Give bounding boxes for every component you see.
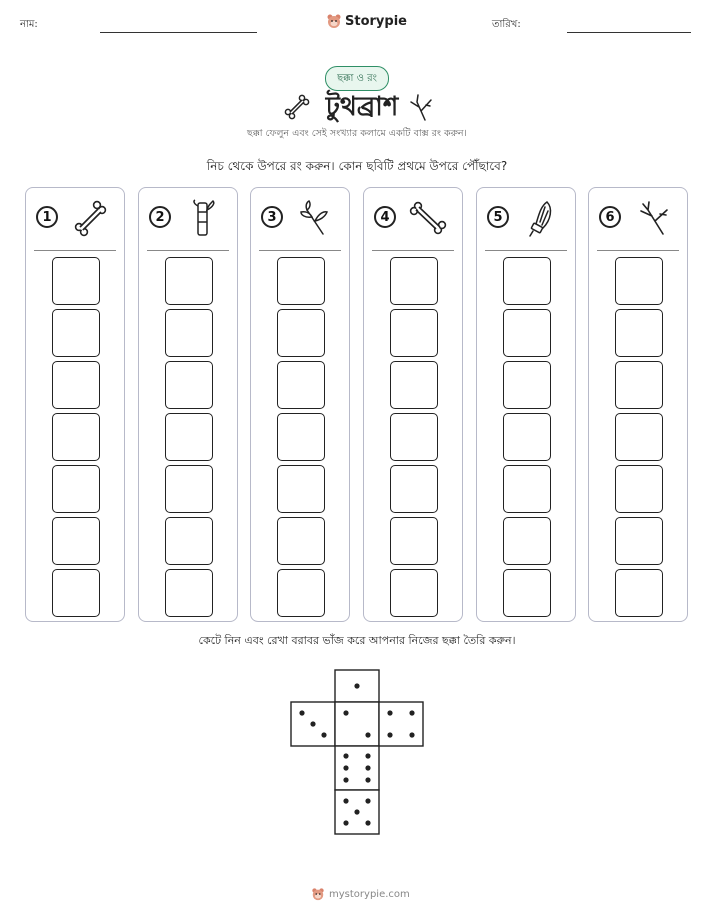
date-line — [567, 32, 691, 33]
cut-instruction: কেটে নিন এবং রেখা বরাবর ভাঁজ করে আপনার নিজের ছক্কা তৈরি করুন। — [198, 634, 516, 647]
color-box[interactable] — [277, 309, 325, 357]
color-box[interactable] — [277, 465, 325, 513]
color-box[interactable] — [503, 257, 551, 305]
column-number: 6 — [599, 206, 621, 228]
die-face-center — [335, 702, 379, 746]
color-box[interactable] — [52, 569, 100, 617]
column-number: 4 — [374, 206, 396, 228]
dice-net — [290, 669, 424, 835]
bone-icon — [408, 198, 448, 238]
brush-icon — [521, 198, 561, 238]
subtitle: ছক্কা ফেলুন এবং সেই সংখ্যার কলামে একটি বাক্স রং করুন। — [247, 128, 467, 139]
color-box[interactable] — [390, 257, 438, 305]
color-box[interactable] — [165, 361, 213, 409]
color-box[interactable] — [165, 517, 213, 565]
color-box[interactable] — [52, 309, 100, 357]
color-box[interactable] — [615, 465, 663, 513]
color-box[interactable] — [615, 257, 663, 305]
column-divider — [485, 250, 567, 251]
footer-site — [311, 887, 410, 901]
color-box[interactable] — [390, 309, 438, 357]
column-divider — [34, 250, 116, 251]
storypie-mascot-icon — [326, 13, 342, 29]
color-box[interactable] — [277, 361, 325, 409]
color-box[interactable] — [52, 413, 100, 461]
color-box[interactable] — [52, 361, 100, 409]
color-box[interactable] — [277, 413, 325, 461]
color-box[interactable] — [165, 257, 213, 305]
color-box[interactable] — [52, 465, 100, 513]
mint-sprig-icon — [295, 198, 335, 238]
column-number: 2 — [149, 206, 171, 228]
color-box[interactable] — [277, 569, 325, 617]
column-divider — [372, 250, 454, 251]
question: নিচ থেকে উপরে রং করুন। কোন ছবিটি প্রথমে উপরে পৌঁছাবে? — [206, 159, 508, 173]
site-url[interactable]: mystorypie.com — [329, 888, 410, 900]
column-divider — [597, 250, 679, 251]
name-label: নাম: — [20, 19, 38, 30]
dice-column-1 — [25, 187, 125, 622]
twig-icon — [633, 198, 673, 238]
color-box[interactable] — [503, 309, 551, 357]
column-divider — [147, 250, 229, 251]
color-box[interactable] — [277, 517, 325, 565]
name-line — [100, 32, 257, 33]
color-box[interactable] — [390, 517, 438, 565]
color-box[interactable] — [390, 361, 438, 409]
column-divider — [259, 250, 341, 251]
color-box[interactable] — [165, 413, 213, 461]
bone-icon — [70, 198, 110, 238]
color-box[interactable] — [390, 569, 438, 617]
color-box[interactable] — [503, 413, 551, 461]
color-box[interactable] — [165, 309, 213, 357]
twig-icon — [405, 92, 435, 122]
dice-column-2 — [138, 187, 238, 622]
color-box[interactable] — [503, 569, 551, 617]
color-box[interactable] — [52, 517, 100, 565]
column-number: 1 — [36, 206, 58, 228]
brand-logo — [326, 13, 407, 29]
color-box[interactable] — [165, 465, 213, 513]
color-box[interactable] — [503, 517, 551, 565]
storypie-mascot-icon — [311, 887, 325, 901]
color-box[interactable] — [615, 361, 663, 409]
color-box[interactable] — [615, 569, 663, 617]
date-label: তারিখ: — [492, 19, 521, 30]
bamboo-icon — [183, 198, 223, 238]
color-box[interactable] — [615, 309, 663, 357]
color-box[interactable] — [165, 569, 213, 617]
color-box[interactable] — [503, 465, 551, 513]
dice-column-6 — [588, 187, 688, 622]
die-face-right — [379, 702, 423, 746]
color-box[interactable] — [615, 517, 663, 565]
dice-column-4 — [363, 187, 463, 622]
color-box[interactable] — [277, 257, 325, 305]
column-number: 3 — [261, 206, 283, 228]
brand-name: Storypie — [345, 13, 407, 29]
dice-column-5 — [476, 187, 576, 622]
color-box[interactable] — [503, 361, 551, 409]
page-title: টুথব্রাশ — [325, 92, 399, 122]
badge: ছক্কা ও রং — [325, 66, 389, 91]
color-box[interactable] — [390, 413, 438, 461]
column-number: 5 — [487, 206, 509, 228]
color-box[interactable] — [52, 257, 100, 305]
die-face-lower — [335, 746, 379, 790]
color-box[interactable] — [390, 465, 438, 513]
dice-column-3 — [250, 187, 350, 622]
color-box[interactable] — [615, 413, 663, 461]
